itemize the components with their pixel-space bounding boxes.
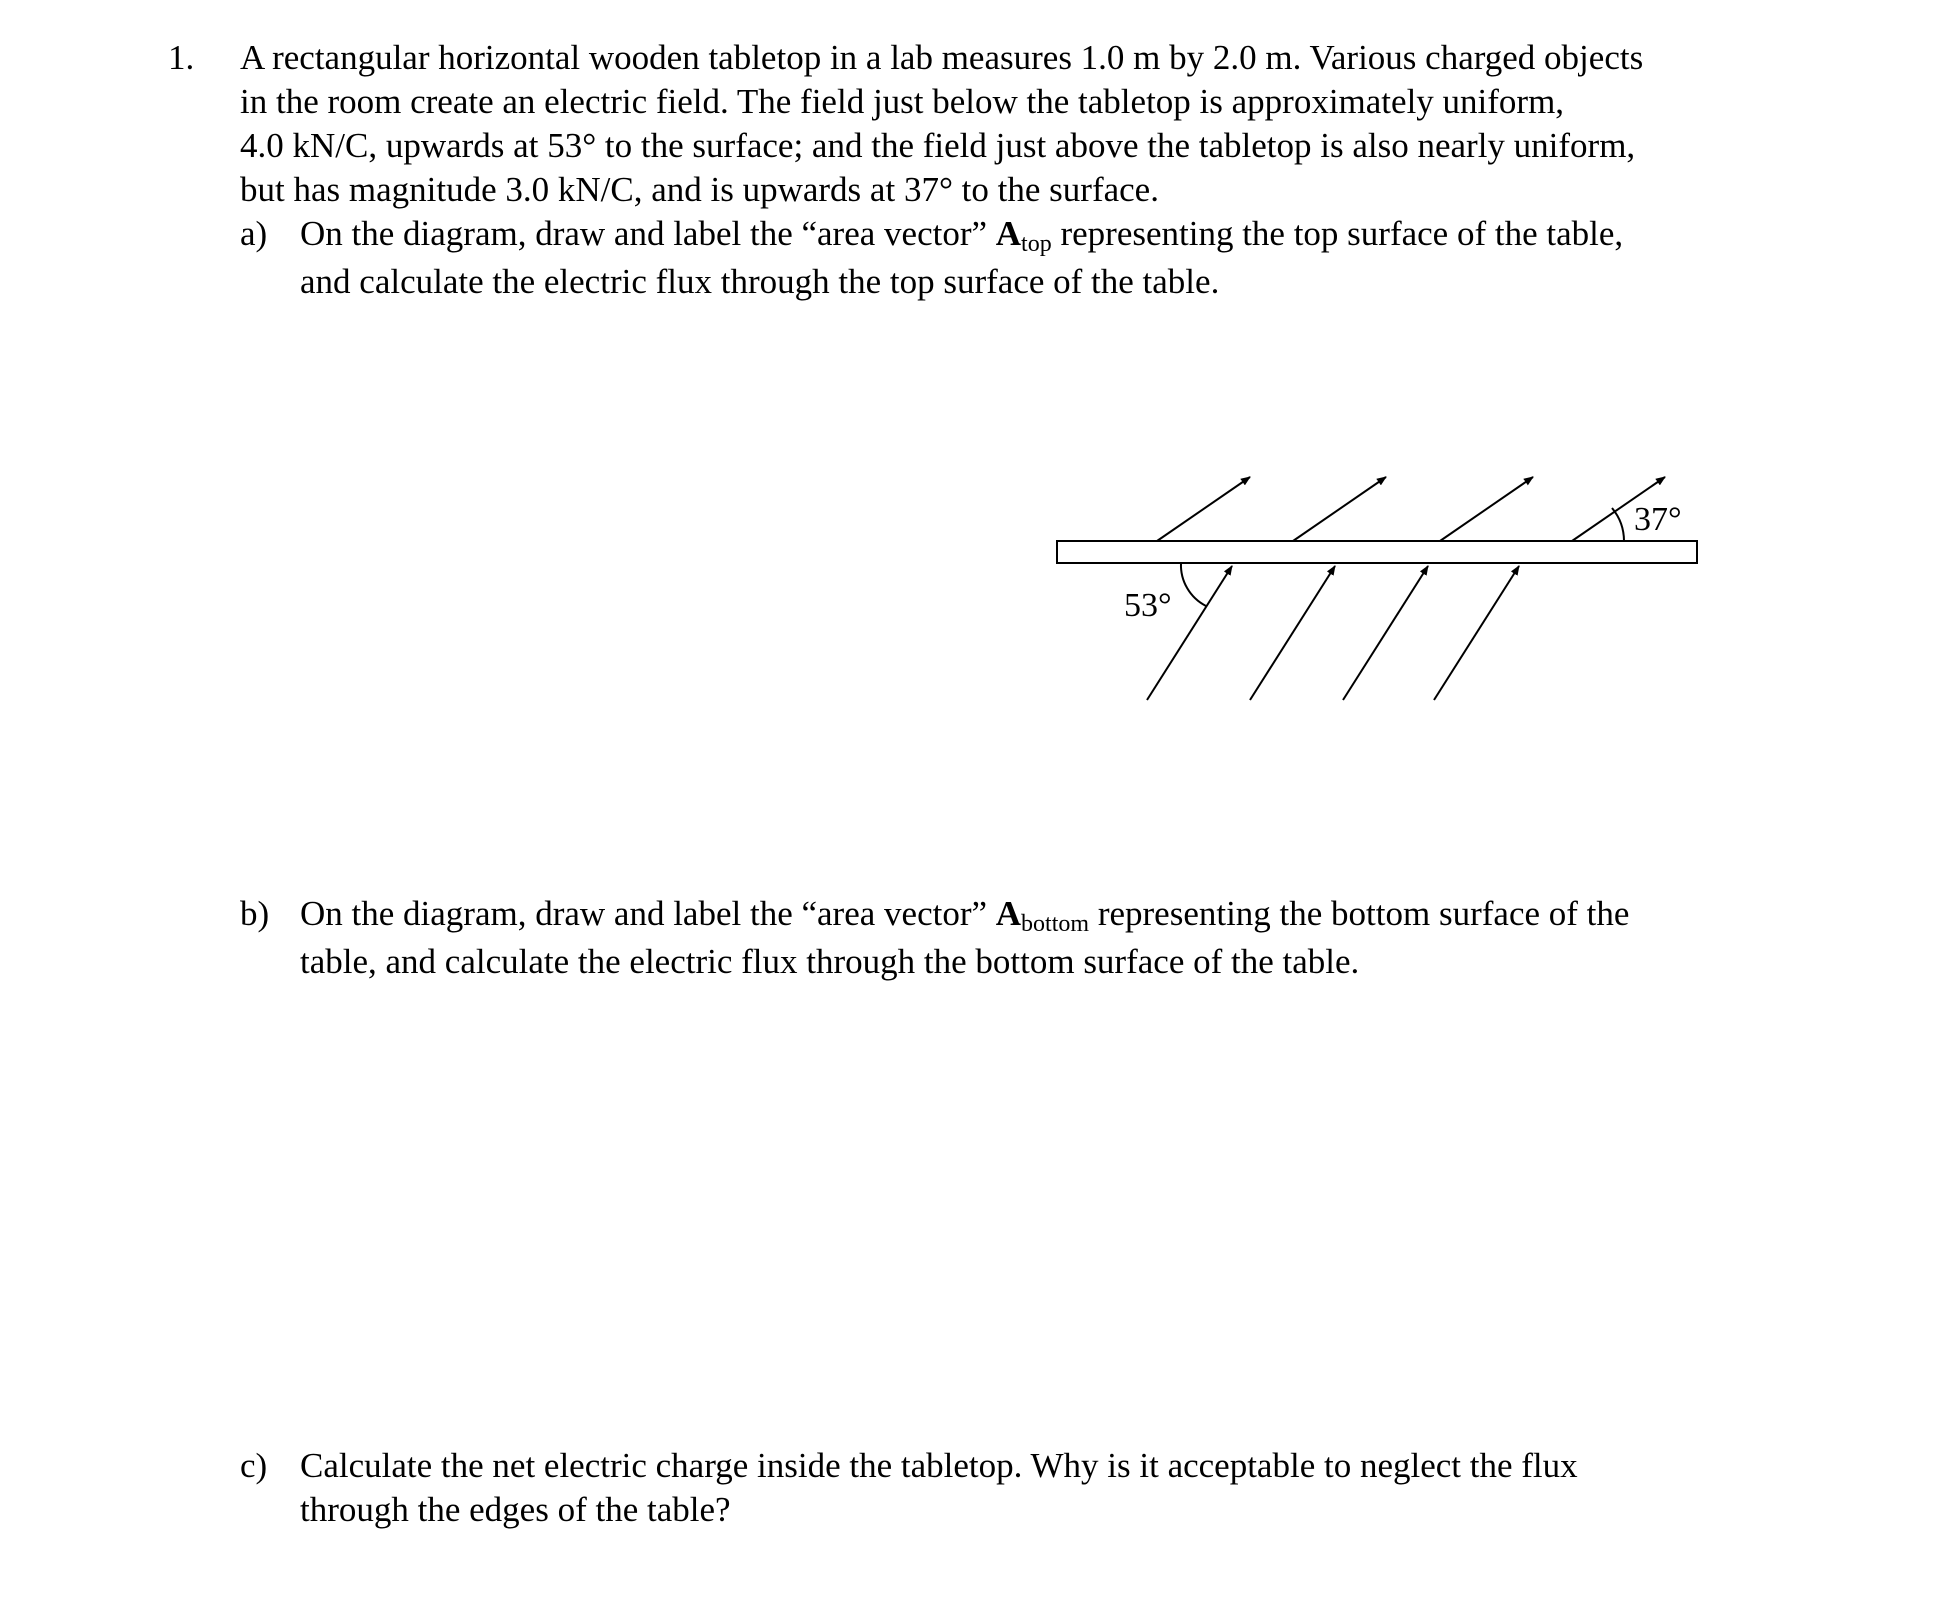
field-arrows-above xyxy=(1157,477,1665,541)
part-a-line-2: and calculate the electric flux through the top surface of the table. xyxy=(300,262,1220,301)
part-c-label: c) xyxy=(240,1446,268,1485)
field-arrow-above xyxy=(1157,477,1250,541)
field-arrow-below xyxy=(1434,566,1519,700)
field-arrow-below xyxy=(1343,566,1428,700)
part-c-text xyxy=(300,1444,1800,1532)
stem-line: 4.0 kN/C, upwards at 53° to the surface; and the field just above the tabletop is also nearly uniform, xyxy=(240,126,1636,165)
area-vector-bottom-symbol: A xyxy=(995,894,1022,933)
stem-line: in the room create an electric field. The field just below the tabletop is approximately uniform, xyxy=(240,82,1565,121)
part-b-label: b) xyxy=(240,894,270,933)
problem-number: 1. xyxy=(168,38,195,77)
area-vector-bottom-subscript: bottom xyxy=(1021,911,1090,937)
angle-arc-below xyxy=(1181,563,1206,606)
part-a-line-1-pre: On the diagram, draw and label the “area vector” xyxy=(300,214,996,253)
tabletop xyxy=(1057,541,1697,563)
part-a-label: a) xyxy=(240,214,268,253)
part-c-line-2: through the edges of the table? xyxy=(300,1490,731,1529)
field-arrow-above xyxy=(1440,477,1533,541)
area-vector-top-symbol: A xyxy=(995,214,1022,253)
area-vector-top-subscript: top xyxy=(1021,231,1052,257)
part-a-line-1-post: representing the top surface of the table, xyxy=(1051,214,1624,253)
field-arrows-below xyxy=(1147,566,1519,700)
angle-label-below: 53° xyxy=(1124,587,1172,624)
field-arrow-above xyxy=(1293,477,1386,541)
part-c-line-1: Calculate the net electric charge inside the tabletop. Why is it acceptable to neglect the flux xyxy=(300,1446,1578,1485)
part-b-line-2: table, and calculate the electric flux through the bottom surface of the table. xyxy=(300,942,1360,981)
part-b-line-1-post: representing the bottom surface of the xyxy=(1089,894,1630,933)
part-b-line-1-pre: On the diagram, draw and label the “area vector” xyxy=(300,894,996,933)
stem-line: but has magnitude 3.0 kN/C, and is upwards at 37° to the surface. xyxy=(240,170,1159,209)
part-b-line-1 xyxy=(300,892,1800,940)
field-arrow-below xyxy=(1250,566,1335,700)
part-b-text xyxy=(300,892,1800,984)
angle-label-above: 37° xyxy=(1634,501,1682,538)
stem-line: A rectangular horizontal wooden tabletop in a lab measures 1.0 m by 2.0 m. Various charged objects xyxy=(240,38,1644,77)
